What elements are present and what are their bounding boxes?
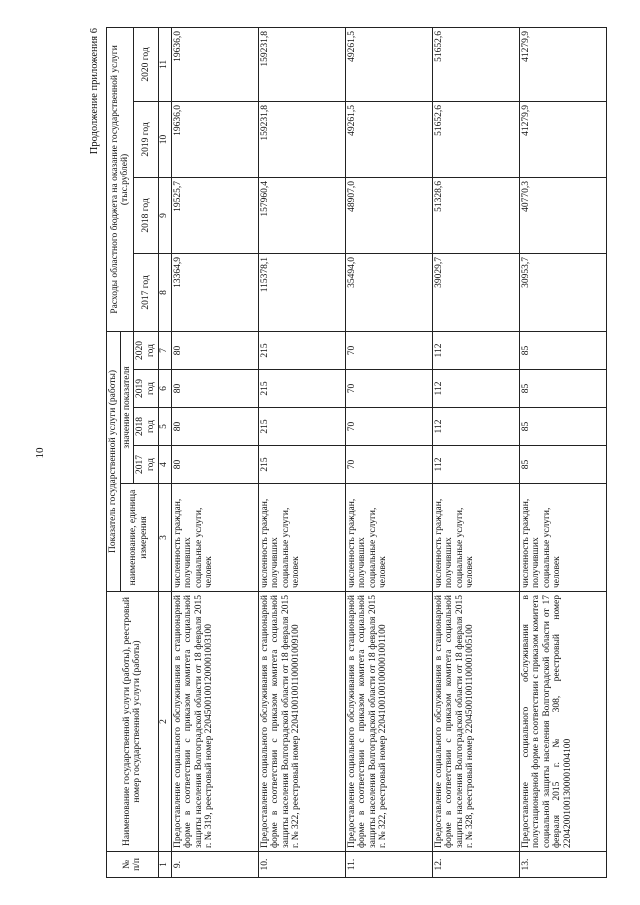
header-exp-year: 2018 год bbox=[134, 177, 158, 253]
expense-value: 49261,5 bbox=[345, 101, 432, 177]
header-exp-year: 2019 год bbox=[134, 101, 158, 177]
indicator-name: численность граждан, получивших социальные услуги, человек bbox=[519, 484, 606, 592]
indicator-value: 215 bbox=[258, 331, 345, 369]
expense-value: 19636,0 bbox=[171, 27, 258, 101]
service-name: Предоставление социального обслуживания в стационарной форме в соответствии с приказом комитета социальной защиты населения Волгоградской области от 18 февраля 2015 г. № 328, реестровый номер 22045001001100001005100 bbox=[432, 592, 519, 852]
indicator-value: 85 bbox=[519, 408, 606, 446]
indicator-value: 80 bbox=[171, 331, 258, 369]
column-number: 8 bbox=[158, 253, 171, 331]
indicator-name: численность граждан, получивших социальные услуги, человек bbox=[345, 484, 432, 592]
header-exp-year: 2020 год bbox=[134, 27, 158, 101]
column-number: 10 bbox=[158, 101, 171, 177]
indicator-value: 112 bbox=[432, 408, 519, 446]
indicator-value: 70 bbox=[345, 408, 432, 446]
header-exp-year: 2017 год bbox=[134, 253, 158, 331]
row-number: 11. bbox=[345, 852, 432, 878]
column-number: 3 bbox=[158, 484, 171, 592]
expense-value: 35494,0 bbox=[345, 253, 432, 331]
column-number: 9 bbox=[158, 177, 171, 253]
expense-value: 157960,4 bbox=[258, 177, 345, 253]
expense-value: 13364,9 bbox=[171, 253, 258, 331]
expense-value: 115378,1 bbox=[258, 253, 345, 331]
column-number: 2 bbox=[158, 592, 171, 852]
indicator-value: 112 bbox=[432, 370, 519, 408]
header-year: 2019 год bbox=[134, 370, 158, 408]
rotated-content bbox=[88, 28, 608, 878]
header-year: 2020 год bbox=[134, 331, 158, 369]
expense-value: 30953,7 bbox=[519, 253, 606, 331]
column-number: 5 bbox=[158, 408, 171, 446]
indicator-value: 80 bbox=[171, 408, 258, 446]
expense-value: 19636,0 bbox=[171, 101, 258, 177]
indicator-name: численность граждан, получивших социальные услуги, человек bbox=[171, 484, 258, 592]
table-row bbox=[258, 27, 345, 877]
expense-value: 19525,7 bbox=[171, 177, 258, 253]
indicator-name: численность граждан, получивших социальные услуги, человек bbox=[432, 484, 519, 592]
column-number: 7 bbox=[158, 331, 171, 369]
expense-value: 159231,8 bbox=[258, 27, 345, 101]
indicator-value: 80 bbox=[171, 370, 258, 408]
indicator-value: 215 bbox=[258, 370, 345, 408]
continuation-label: Продолжение приложения 6 bbox=[89, 28, 100, 155]
expense-value: 41279,9 bbox=[519, 27, 606, 101]
header-expenses: Расходы областного бюджета на оказание государственной услуги (тыс.рублей) bbox=[107, 27, 134, 331]
expense-value: 159231,8 bbox=[258, 101, 345, 177]
page-number: 10 bbox=[34, 447, 46, 459]
table-row bbox=[171, 27, 258, 877]
header-indicator-name: наименование, единица измерения bbox=[120, 484, 158, 592]
table-row bbox=[432, 27, 519, 877]
header-indicator-value: значение показателя bbox=[120, 331, 134, 483]
indicator-value: 112 bbox=[432, 331, 519, 369]
indicator-value: 80 bbox=[171, 446, 258, 484]
indicator-value: 70 bbox=[345, 370, 432, 408]
expense-value: 41279,9 bbox=[519, 101, 606, 177]
row-number: 10. bbox=[258, 852, 345, 878]
row-number: 12. bbox=[432, 852, 519, 878]
expense-value: 48907,0 bbox=[345, 177, 432, 253]
column-number: 1 bbox=[158, 852, 171, 878]
expense-value: 39029,7 bbox=[432, 253, 519, 331]
expense-value: 49261,5 bbox=[345, 27, 432, 101]
column-number: 11 bbox=[158, 27, 171, 101]
header-no: № п/п bbox=[107, 852, 159, 878]
expense-value: 51328,6 bbox=[432, 177, 519, 253]
row-number: 13. bbox=[519, 852, 606, 878]
expense-value: 51652,6 bbox=[432, 27, 519, 101]
header-indicator: Показатель государственной услуги (работы) bbox=[107, 331, 121, 591]
service-name: Предоставление социального обслуживания в стационарной форме в соответствии с приказом комитета социальной защиты населения Волгоградской области от 18 февраля 2015 г. № 319, реестровый номер 22045001001200001003100 bbox=[171, 592, 258, 852]
indicator-name: численность граждан, получивших социальные услуги, человек bbox=[258, 484, 345, 592]
indicator-value: 85 bbox=[519, 331, 606, 369]
indicator-value: 215 bbox=[258, 408, 345, 446]
header-service-name: Наименование государственной услуги (работы), реестровый номер государственной услуги (работы) bbox=[107, 592, 159, 852]
indicator-value: 70 bbox=[345, 331, 432, 369]
column-number: 4 bbox=[158, 446, 171, 484]
services-table bbox=[106, 27, 607, 878]
header-row-1 bbox=[107, 27, 121, 877]
column-number-row bbox=[158, 27, 171, 877]
indicator-value: 112 bbox=[432, 446, 519, 484]
indicator-value: 215 bbox=[258, 446, 345, 484]
table-row bbox=[345, 27, 432, 877]
indicator-value: 85 bbox=[519, 446, 606, 484]
indicator-value: 85 bbox=[519, 370, 606, 408]
column-number: 6 bbox=[158, 370, 171, 408]
service-name: Предоставление социального обслуживания в стационарной форме в соответствии с приказом комитета социальной защиты населения Волгоградской области от 18 февраля 2015 г. № 322, реестровый номер 22041001001000001001100 bbox=[345, 592, 432, 852]
row-number: 9. bbox=[171, 852, 258, 878]
table-row bbox=[519, 27, 606, 877]
expense-value: 51652,6 bbox=[432, 101, 519, 177]
expense-value: 40770,3 bbox=[519, 177, 606, 253]
header-year: 2018 год bbox=[134, 408, 158, 446]
header-year: 2017 год bbox=[134, 446, 158, 484]
service-name: Предоставление социального обслуживания в стационарной форме в соответствии с приказом комитета социальной защиты населения Волгоградской области от 18 февраля 2015 г. № 322, реестровый номер 22041001001100001009100 bbox=[258, 592, 345, 852]
indicator-value: 70 bbox=[345, 446, 432, 484]
service-name: Предоставление социального обслуживания в полустационарной форме в соответствии с приказом комитета социальной защиты населения Волгоградской области от 17 февраля 2015 г. № 308, реестровый номер 22042001001300001004100 bbox=[519, 592, 606, 852]
